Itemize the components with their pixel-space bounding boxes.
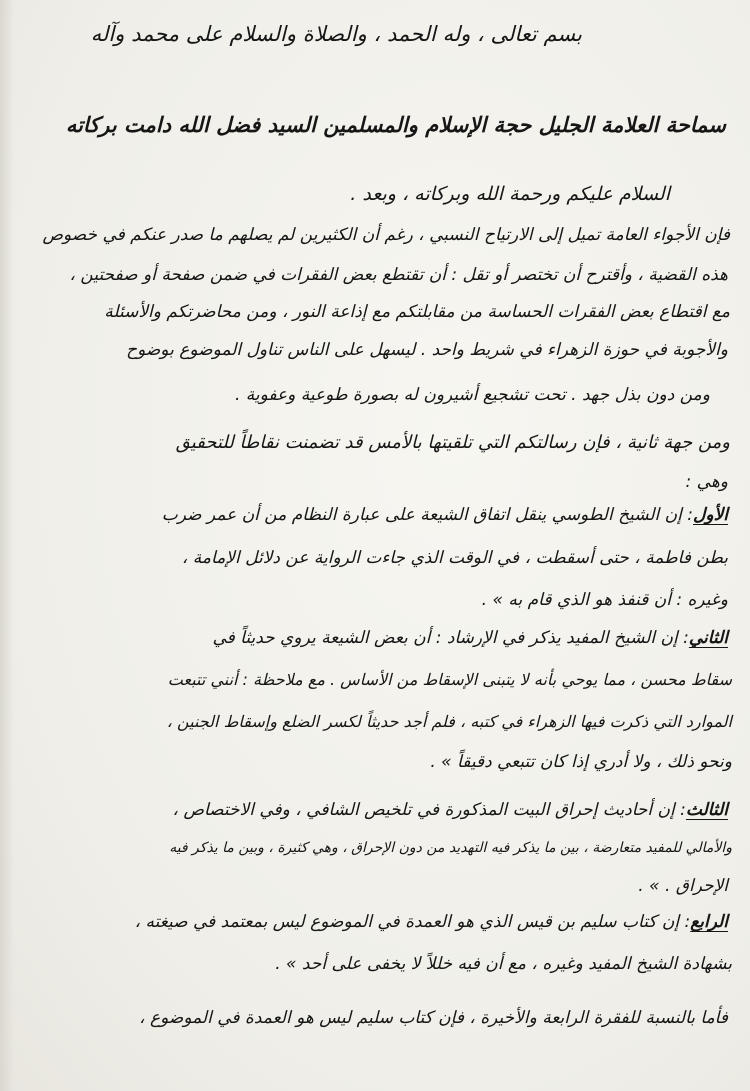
point-2-line-2: سقاط محسن ، مما يوحي بأنه لا يتبنى الإسقاط من الأساس . مع ملاحظة : أنني تتبعت <box>167 670 732 689</box>
point-3-line-2: والأمالي للمفيد متعارضة ، بين ما يذكر فيه التهديد من دون الإحراق ، وهي كثيرة ، وبين ما يذكر فيه <box>169 840 732 856</box>
point-3-line-3: الإحراق . » . <box>638 876 728 896</box>
point-1-line-3: وغيره : أن قنفذ هو الذي قام به » . <box>481 590 728 610</box>
point-4-line-1 <box>135 912 728 932</box>
wahiya-label: وهي : <box>685 472 728 492</box>
point-1-label: الأول <box>693 505 728 525</box>
basmala-line: بسم تعالى ، وله الحمد ، والصلاة والسلام على محمد وآله <box>90 22 582 46</box>
point-2-line-4: ونحو ذلك ، ولا أدري إذا كان تتبعي دقيقاً » . <box>430 752 732 772</box>
paragraph-1-line-5: ومن دون بذل جهد . تحت تشجيع أشيرون له بصورة طوعية وعفوية . <box>234 385 710 405</box>
paragraph-1-line-4: والأجوبة في حوزة الزهراء في شريط واحد . ليسهل على الناس تناول الموضوع بوضوح <box>126 340 728 360</box>
paragraph-1-line-1: فإن الأجواء العامة تميل إلى الارتياح النسبي ، رغم أن الكثيرين لم يصلهم ما صدر عنكم في خصوص <box>42 225 730 245</box>
point-1-line-2: بطن فاطمة ، حتى أسقطت ، في الوقت الذي جاءت الرواية عن دلائل الإمامة ، <box>181 548 728 568</box>
addressee-line: سماحة العلامة الجليل حجة الإسلام والمسلمين السيد فضل الله دامت بركاته <box>65 113 726 137</box>
paragraph-1-line-3: مع اقتطاع بعض الفقرات الحساسة من مقابلتكم مع إذاعة النور ، ومن محاضرتكم والأسئلة <box>104 302 730 322</box>
closing-line: فأما بالنسبة للفقرة الرابعة والأخيرة ، فإن كتاب سليم ليس هو العمدة في الموضوع ، <box>139 1008 728 1028</box>
point-4-line-2: بشهادة الشيخ المفيد وغيره ، مع أن فيه خللاً لا يخفى على أحد » . <box>275 954 732 974</box>
point-3-label: الثالث <box>685 800 728 820</box>
point-4-label: الرابع <box>690 912 728 932</box>
point-3-line-1 <box>173 800 728 820</box>
point-2-line-1 <box>212 628 728 648</box>
point-3-text: : إن أحاديث إحراق البيت المذكورة في تلخيص الشافي ، وفي الاختصاص ، <box>172 800 686 820</box>
point-4-text: : إن كتاب سليم بن قيس الذي هو العمدة في الموضوع ليس بمعتمد في صيغته ، <box>134 912 691 932</box>
point-2-label: الثاني <box>688 628 728 648</box>
paragraph-2-line: ومن جهة ثانية ، فإن رسالتكم التي تلقيتها بالأمس قد تضمنت نقاطاً للتحقيق <box>175 432 730 453</box>
page-edge-shadow <box>0 0 14 1091</box>
greeting-line: السلام عليكم ورحمة الله وبركاته ، وبعد . <box>350 183 670 205</box>
paragraph-1-line-2: هذه القضية ، وأقترح أن تختصر أو تقل : أن تقتطع بعض الفقرات في ضمن صفحة أو صفحتين ، <box>69 265 728 285</box>
point-2-line-3: الموارد التي ذكرت فيها الزهراء في كتبه ، فلم أجد حديثاً لكسر الضلع وإسقاط الجنين ، <box>166 712 732 731</box>
point-2-text: : إن الشيخ المفيد يذكر في الإرشاد : أن بعض الشيعة يروي حديثاً في <box>212 628 689 648</box>
point-1-line-1 <box>162 505 728 525</box>
point-1-text: : إن الشيخ الطوسي ينقل اتفاق الشيعة على عبارة النظام من أن عمر ضرب <box>161 505 694 525</box>
